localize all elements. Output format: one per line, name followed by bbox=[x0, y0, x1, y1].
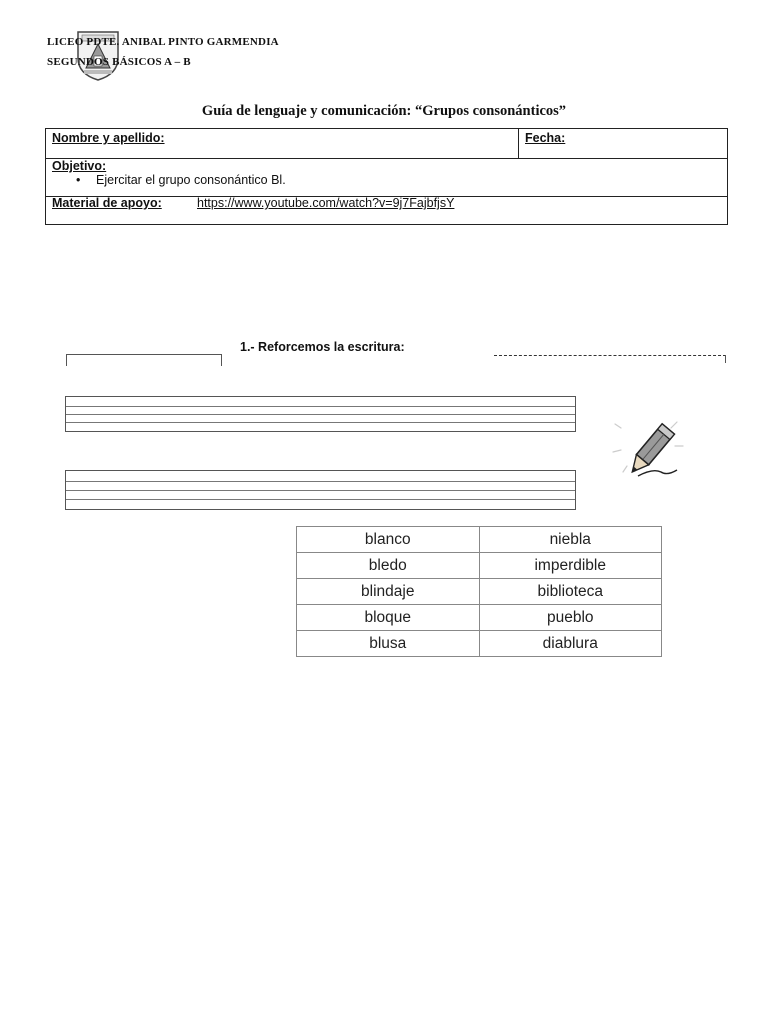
word-cell: blanco bbox=[297, 527, 480, 553]
school-course: SEGUNDOS BÁSICOS A – B bbox=[47, 56, 191, 68]
name-label: Nombre y apellido: bbox=[52, 131, 165, 145]
word-cell: blindaje bbox=[297, 579, 480, 605]
material-link[interactable]: https://www.youtube.com/watch?v=9j7FajbfjsY bbox=[197, 196, 455, 210]
material-label: Material de apoyo: bbox=[52, 196, 162, 210]
word-cell: bloque bbox=[297, 605, 480, 631]
table-row bbox=[297, 631, 662, 657]
word-cell: diablura bbox=[479, 631, 662, 657]
name-row bbox=[46, 129, 727, 159]
date-label: Fecha: bbox=[525, 131, 566, 145]
guide-title: Guía de lenguaje y comunicación: “Grupos consonánticos” bbox=[201, 103, 567, 119]
objective-row bbox=[46, 159, 727, 197]
writing-lines[interactable] bbox=[65, 396, 576, 432]
info-table bbox=[45, 128, 728, 225]
word-cell: imperdible bbox=[479, 553, 662, 579]
word-cell: bledo bbox=[297, 553, 480, 579]
word-cell: pueblo bbox=[479, 605, 662, 631]
pencil-icon bbox=[605, 416, 693, 488]
word-table bbox=[296, 526, 662, 657]
exercise-title: 1.- Reforcemos la escritura: bbox=[240, 340, 405, 354]
material-row bbox=[46, 197, 727, 225]
writing-lines[interactable] bbox=[65, 470, 576, 510]
writing-box-partial-right bbox=[494, 355, 726, 356]
objective-label: Objetivo: bbox=[52, 159, 107, 173]
table-row bbox=[297, 553, 662, 579]
word-cell: biblioteca bbox=[479, 579, 662, 605]
word-cell: blusa bbox=[297, 631, 480, 657]
school-name: LICEO PDTE. ANIBAL PINTO GARMENDIA bbox=[47, 36, 279, 48]
table-row bbox=[297, 527, 662, 553]
table-row bbox=[297, 605, 662, 631]
objective-bullet-icon: • bbox=[76, 173, 81, 187]
word-cell: niebla bbox=[479, 527, 662, 553]
objective-text: Ejercitar el grupo consonántico Bl. bbox=[96, 173, 286, 187]
table-row bbox=[297, 579, 662, 605]
writing-box-partial-left bbox=[66, 354, 222, 366]
